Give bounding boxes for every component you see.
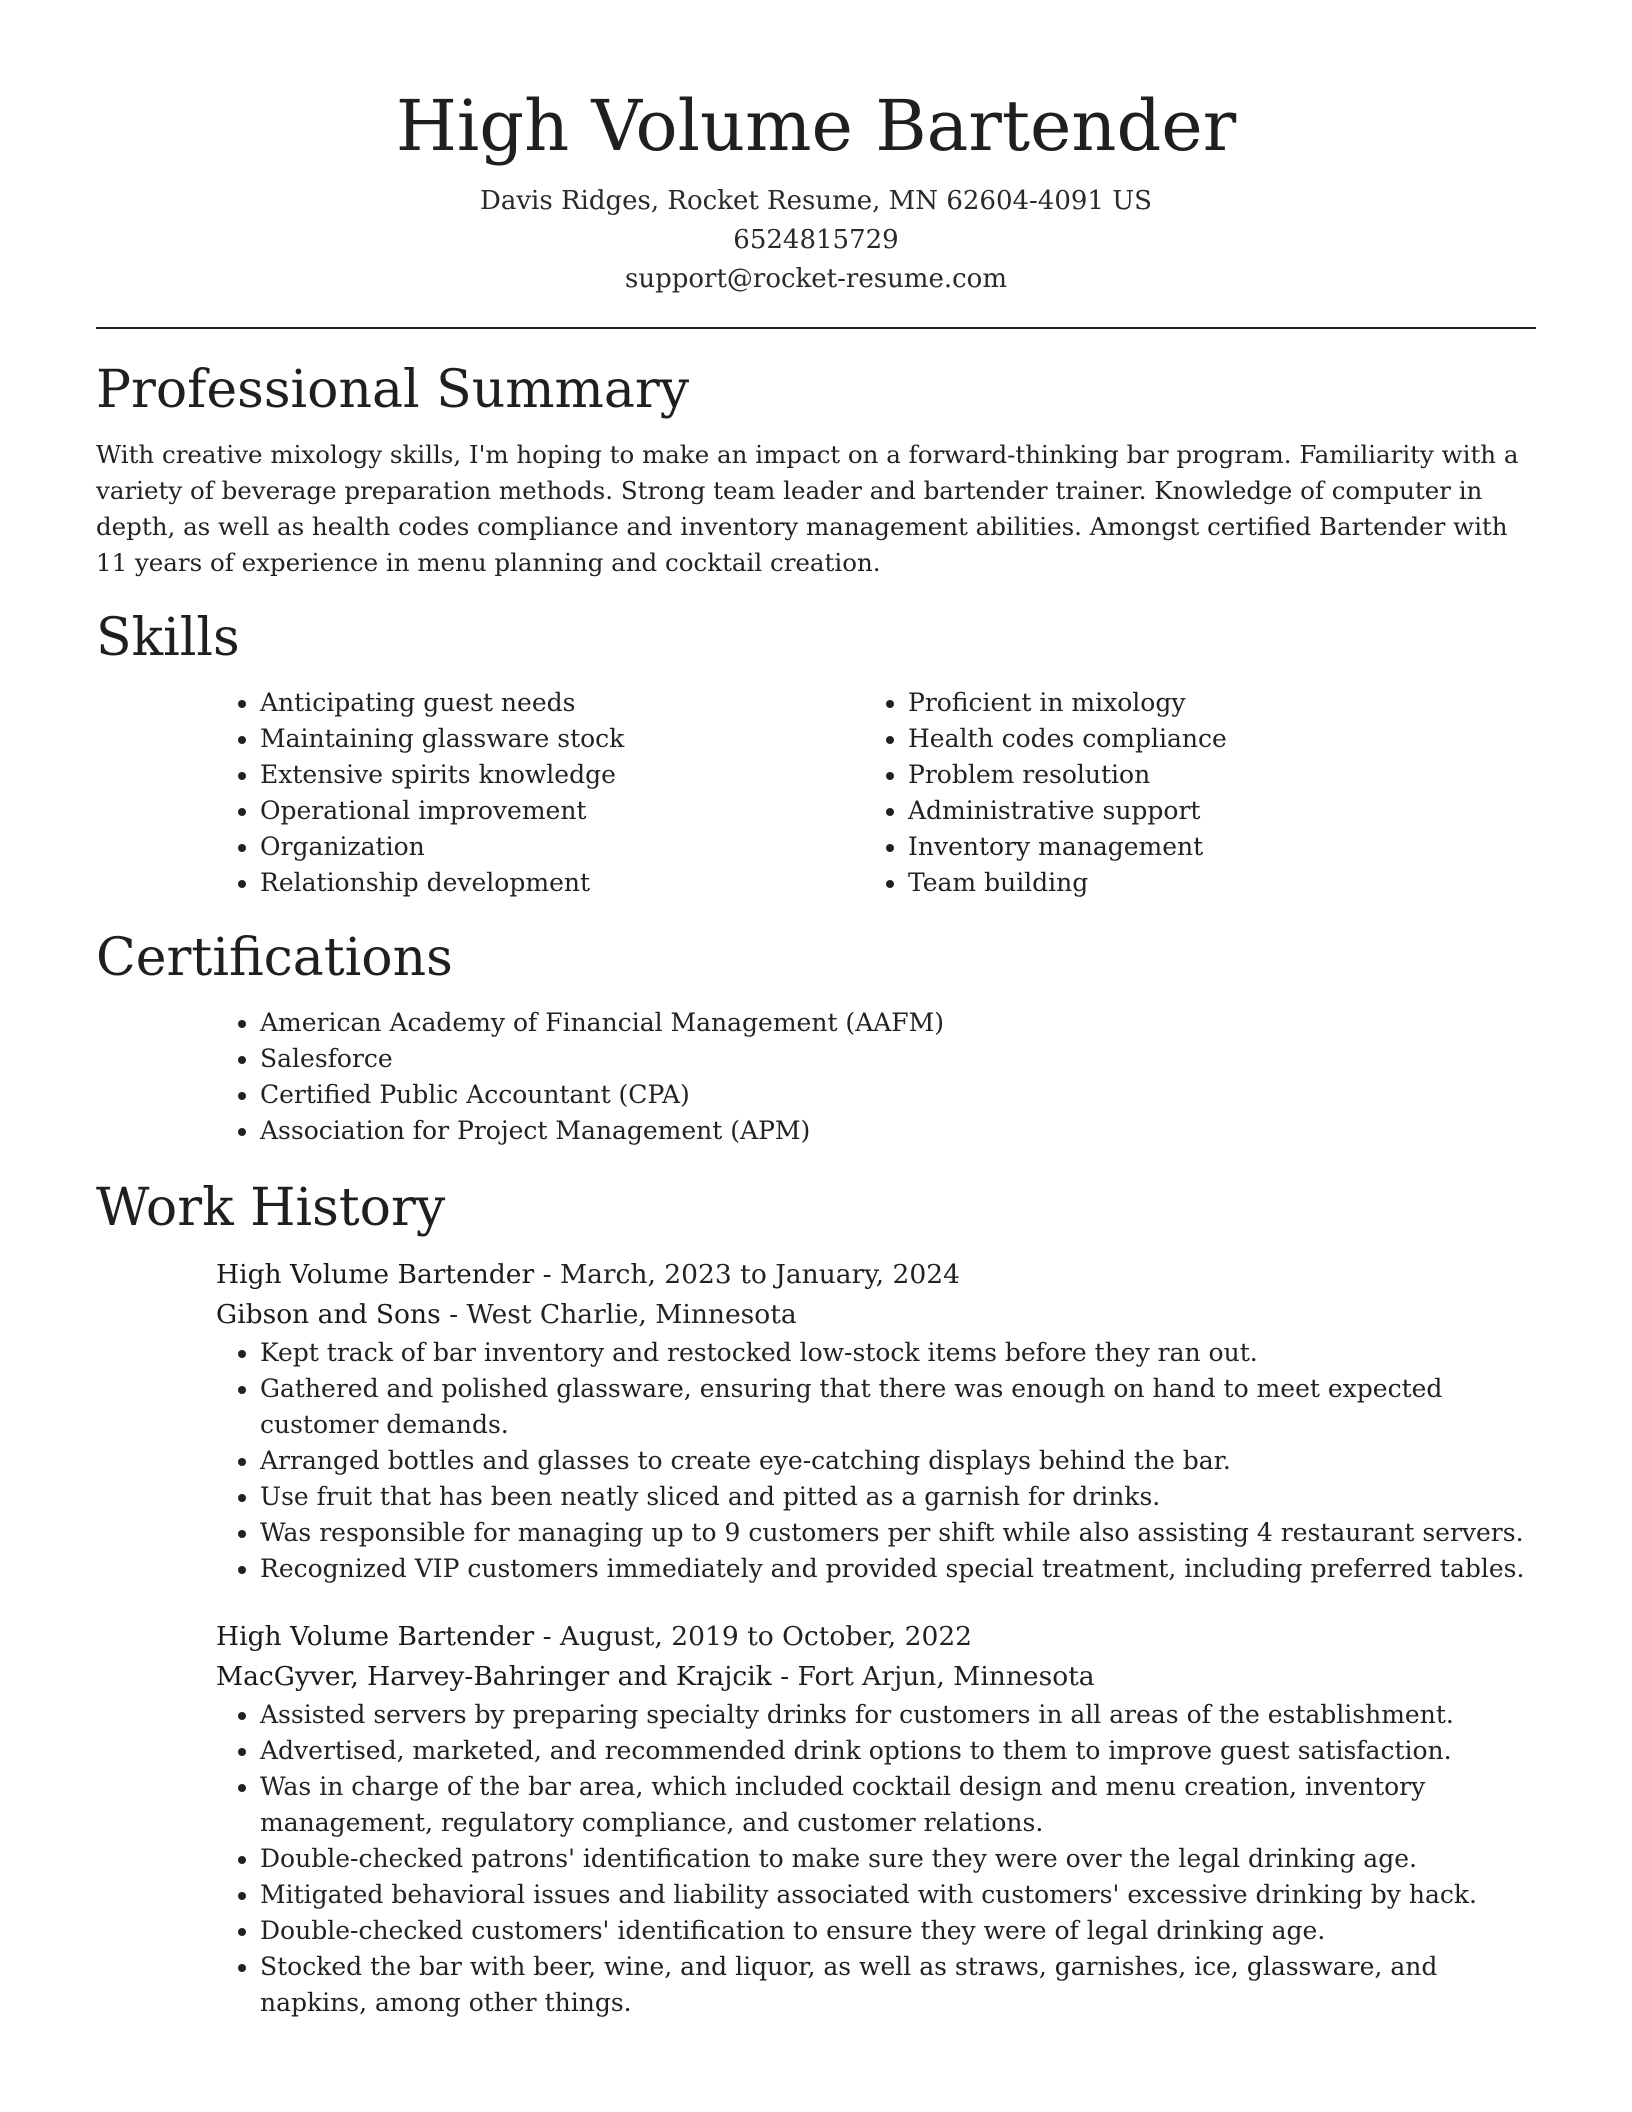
certification-item: • Salesforce [260, 1041, 1536, 1077]
skills-section [96, 607, 1536, 901]
summary-title: Professional Summary [96, 360, 690, 420]
certification-item: • Association for Project Management (APM) [260, 1113, 1536, 1149]
skill-item: • Relationship development [260, 865, 864, 901]
certification-item: • Certified Public Accountant (CPA) [260, 1077, 1536, 1113]
job-bullets [216, 1335, 1536, 1587]
job-bullet: • Assisted servers by preparing specialty drinks for customers in all areas of the establishment. [260, 1697, 1536, 1733]
job-bullets [216, 1697, 1536, 2021]
job-entry [216, 1617, 1536, 2021]
job-company: MacGyver, Harvey-Bahringer and Krajcik [216, 1661, 772, 1692]
job-bullet: • Double-checked customers' identification to ensure they were of legal drinking age. [260, 1913, 1536, 1949]
job-dates: March, 2023 to January, 2024 [559, 1259, 960, 1290]
job-role-line: High Volume Bartender - March, 2023 to January, 2024 [216, 1259, 960, 1290]
contact-email: support@rocket-resume.com [624, 264, 1007, 294]
skills-list-right [864, 685, 1512, 901]
skill-item: • Health codes compliance [908, 721, 1512, 757]
skill-item: • Maintaining glassware stock [260, 721, 864, 757]
certifications-title: Certifications [96, 928, 453, 988]
job-bullet: • Recognized VIP customers immediately and provided special treatment, including preferred tables. [260, 1551, 1536, 1587]
skills-grid [216, 685, 1536, 901]
contact-address: Davis Ridges, Rocket Resume, MN 62604-4091 US [480, 186, 1152, 216]
job-bullet: • Was in charge of the bar area, which included cocktail design and menu creation, inventory management, regulatory compliance, and customer relations. [260, 1769, 1536, 1841]
skill-item: • Anticipating guest needs [260, 685, 864, 721]
summary-section [96, 359, 1536, 581]
resume-header [96, 0, 1536, 299]
job-location: West Charlie, Minnesota [466, 1299, 797, 1330]
work-history-title: Work History [96, 1178, 446, 1238]
skill-item: • Team building [908, 865, 1512, 901]
job-bullet: • Was responsible for managing up to 9 customers per shift while also assisting 4 restaurant servers. [260, 1515, 1536, 1551]
certification-item: • American Academy of Financial Management (AAFM) [260, 1005, 1536, 1041]
job-bullet: • Gathered and polished glassware, ensuring that there was enough on hand to meet expected customer demands. [260, 1371, 1536, 1443]
job-bullet: • Mitigated behavioral issues and liability associated with customers' excessive drinking by hack. [260, 1877, 1536, 1913]
candidate-name: High Volume Bartender [395, 85, 1237, 167]
skill-item: • Proficient in mixology [908, 685, 1512, 721]
certifications-list [216, 1005, 1536, 1149]
certifications-block [216, 1005, 1536, 1149]
job-company-line: MacGyver, Harvey-Bahringer and Krajcik - Fort Arjun, Minnesota [216, 1661, 1095, 1692]
job-role: High Volume Bartender [216, 1259, 535, 1290]
job-bullet: • Kept track of bar inventory and restocked low-stock items before they ran out. [260, 1335, 1536, 1371]
summary-text: With creative mixology skills, I'm hoping to make an impact on a forward-thinking bar program. Familiarity with a variety of beverage preparation methods. Strong team leader and bartender trainer. Knowledge of computer in depth, as well as health codes compliance and inventory management abilities. Amongst certified Bartender with 11 years of experience in menu planning and cocktail creation. [96, 440, 1519, 577]
job-company: Gibson and Sons [216, 1299, 441, 1330]
job-bullet: • Arranged bottles and glasses to create eye-catching displays behind the bar. [260, 1443, 1536, 1479]
job-bullet: • Double-checked patrons' identification to make sure they were over the legal drinking age. [260, 1841, 1536, 1877]
job-entry [216, 1255, 1536, 1587]
contact-phone: 6524815729 [733, 225, 899, 255]
job-bullet: • Use fruit that has been neatly sliced and pitted as a garnish for drinks. [260, 1479, 1536, 1515]
header-divider [96, 327, 1536, 329]
job-company-line: Gibson and Sons - West Charlie, Minnesota [216, 1299, 797, 1330]
skill-item: • Administrative support [908, 793, 1512, 829]
job-bullet: • Advertised, marketed, and recommended drink options to them to improve guest satisfaction. [260, 1733, 1536, 1769]
skills-column-right [864, 685, 1512, 901]
job-dates: August, 2019 to October, 2022 [559, 1621, 973, 1652]
skill-item: • Inventory management [908, 829, 1512, 865]
skills-title: Skills [96, 608, 240, 668]
job-role: High Volume Bartender [216, 1621, 535, 1652]
skill-item: • Extensive spirits knowledge [260, 757, 864, 793]
skill-item: • Organization [260, 829, 864, 865]
work-history-section [96, 1177, 1536, 2021]
skills-list-left [216, 685, 864, 901]
job-role-line: High Volume Bartender - August, 2019 to October, 2022 [216, 1621, 973, 1652]
skill-item: • Problem resolution [908, 757, 1512, 793]
skills-column-left [216, 685, 864, 901]
certifications-section [96, 927, 1536, 1149]
job-location: Fort Arjun, Minnesota [797, 1661, 1095, 1692]
skill-item: • Operational improvement [260, 793, 864, 829]
job-bullet: • Stocked the bar with beer, wine, and liquor, as well as straws, garnishes, ice, glassware, and napkins, among other things. [260, 1949, 1536, 2021]
